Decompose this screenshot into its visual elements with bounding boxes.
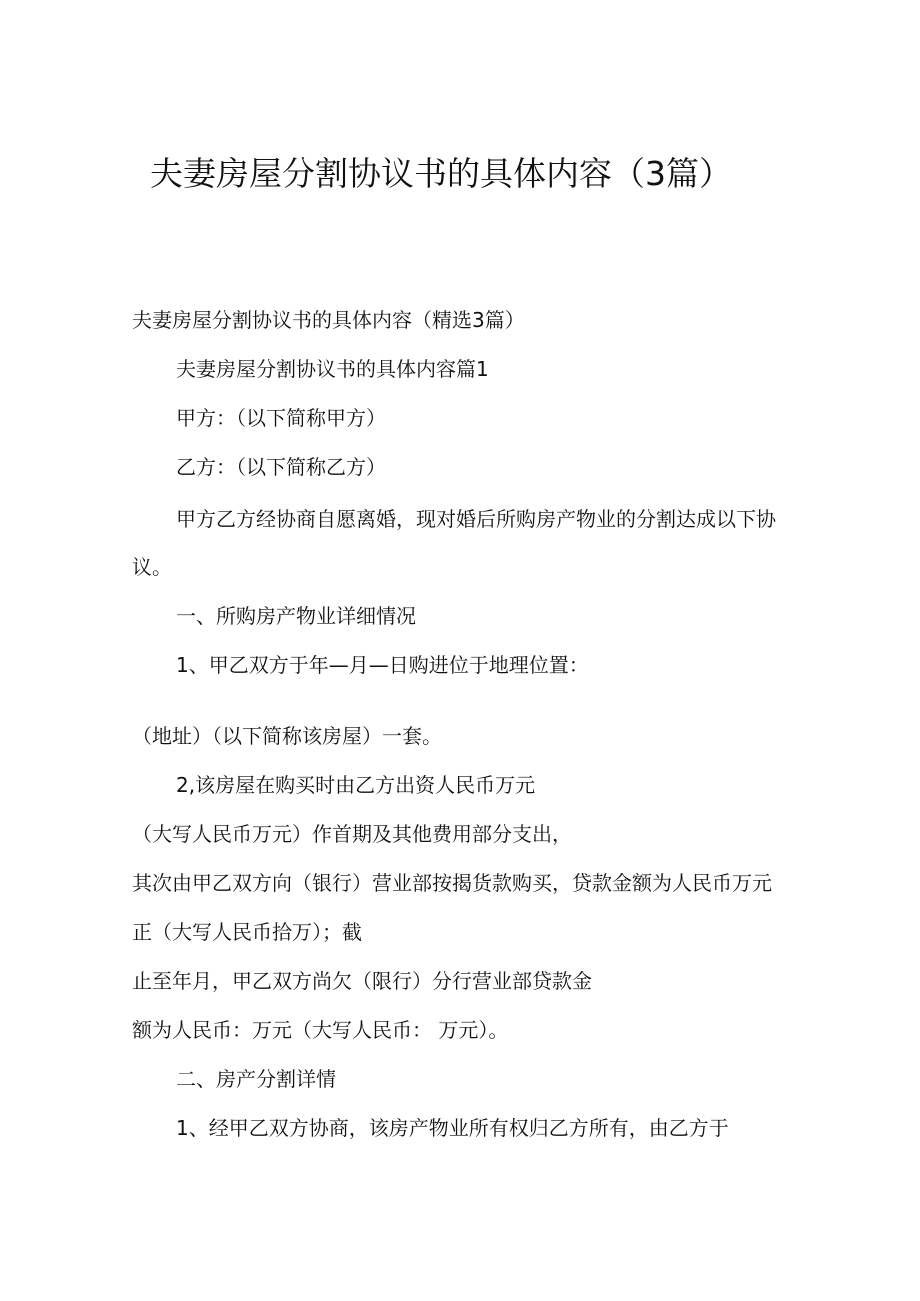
subtitle-line: 夫妻房屋分割协议书的具体内容（精选3篇） bbox=[132, 308, 525, 332]
body-paragraph-line: 止至年月，甲乙双方尚欠（限行）分行营业部贷款金 bbox=[132, 969, 592, 993]
body-paragraph-line: 正（大写人民币拾万）；截 bbox=[132, 920, 362, 944]
party-b-line: 乙方：（以下简称乙方） bbox=[176, 455, 386, 479]
clause-item: 2,该房屋在购买时由乙方出资人民币万元 bbox=[176, 773, 536, 797]
clause-heading: 一、所购房产物业详细情况 bbox=[176, 604, 416, 628]
section-heading: 夫妻房屋分割协议书的具体内容篇1 bbox=[176, 357, 489, 381]
clause-item: 1、甲乙双方于年—月—日购进位于地理位置： bbox=[176, 653, 589, 677]
body-paragraph-line: 议。 bbox=[132, 555, 172, 579]
body-paragraph-line: （地址）（以下简称该房屋）一套。 bbox=[132, 724, 442, 748]
body-paragraph-line: （大写人民币万元）作首期及其他费用部分支出， bbox=[132, 822, 572, 846]
party-a-line: 甲方：（以下简称甲方） bbox=[176, 406, 386, 430]
clause-item: 1、经甲乙双方协商，该房产物业所有权归乙方所有，由乙方于 bbox=[176, 1116, 729, 1140]
document-title: 夫妻房屋分割协议书的具体内容（3篇） bbox=[150, 154, 732, 193]
clause-heading: 二、房产分割详情 bbox=[176, 1067, 336, 1091]
body-paragraph-line: 甲方乙方经协商自愿离婚，现对婚后所购房产物业的分割达成以下协 bbox=[176, 507, 776, 531]
body-paragraph-line: 额为人民币：万元（大写人民币： 万元）。 bbox=[132, 1018, 509, 1042]
body-paragraph-line: 其次由甲乙双方向（银行）营业部按揭货款购买，贷款金额为人民币万元 bbox=[132, 871, 772, 895]
